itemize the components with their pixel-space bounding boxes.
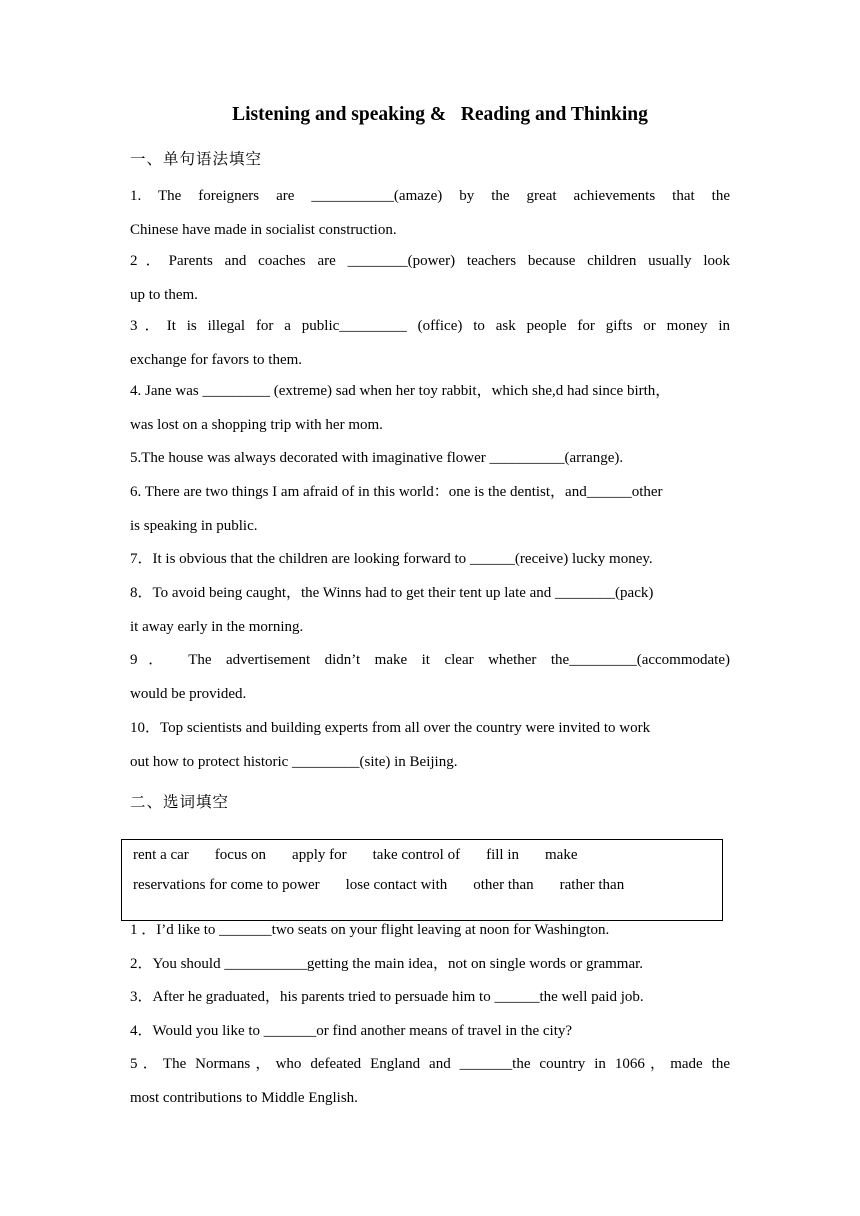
question-line: 9． The advertisement didn’t make it clear whether the_________(accommodate) [130, 652, 730, 668]
question-1 [130, 180, 730, 247]
question-line: would be provided. [130, 685, 247, 702]
word-bank-item: reservations for come to power [133, 877, 320, 893]
word-bank-row [133, 847, 604, 864]
question-line: was lost on a shopping trip with her mom. [130, 416, 383, 433]
word-bank-item: fill in [486, 847, 520, 863]
section-heading-word-choice: 二、选词填空 [130, 793, 230, 811]
word-bank-item: rather than [559, 877, 625, 893]
question-line: 8．To avoid being caught，the Winns had to get their tent up late and ________(pack) [130, 585, 654, 601]
word-bank-item: focus on [214, 847, 267, 863]
word-bank-item: other than [473, 877, 534, 893]
question-2 [130, 245, 730, 312]
section-heading-grammar: 一、单句语法填空 [130, 150, 263, 168]
question-line: is speaking in public. [130, 517, 258, 534]
word-bank-item: rent a car [133, 847, 189, 863]
word-bank-box [121, 839, 723, 921]
question-5 [130, 442, 730, 476]
question-line: 2．You should ___________getting the main idea，not on single words or grammar. [130, 956, 644, 972]
page-title: Listening and speaking & Reading and Thinking [232, 104, 648, 125]
question-line: 3．After he graduated，his parents tried to persuade him to ______the well paid job. [130, 989, 644, 1005]
question-3 [130, 310, 730, 377]
question-7 [130, 543, 730, 577]
word-bank-row [133, 877, 650, 894]
fill-question-1 [130, 914, 730, 948]
fill-question-3 [130, 981, 730, 1015]
question-line: it away early in the morning. [130, 618, 304, 635]
question-line: 10．Top scientists and building experts from all over the country were invited to work [130, 720, 651, 736]
question-4 [130, 375, 742, 442]
question-line: up to them. [130, 286, 198, 303]
question-line: 7．It is obvious that the children are looking forward to ______(receive) lucky money. [130, 551, 653, 567]
question-6 [130, 476, 730, 543]
question-line: 5.The house was always decorated with imaginative flower __________(arrange). [130, 450, 624, 466]
question-line: 3．It is illegal for a public_________ (office) to ask people for gifts or money in [130, 318, 730, 334]
fill-question-2 [130, 948, 730, 982]
question-line: exchange for favors to them. [130, 351, 303, 368]
fill-question-5 [130, 1048, 730, 1115]
word-bank-item: lose contact with [345, 877, 448, 893]
question-8 [130, 577, 730, 644]
question-line: 4．Would you like to _______or find another means of travel in the city? [130, 1023, 573, 1039]
question-line: 4. Jane was _________ (extreme) sad when her toy rabbit，which she,d had since birth， [130, 383, 671, 399]
question-line: 6. There are two things I am afraid of in this world：one is the dentist，and______other [130, 484, 663, 500]
word-bank-item: apply for [292, 847, 347, 863]
fill-question-4 [130, 1015, 730, 1049]
question-line: 2．Parents and coaches are ________(power) teachers because children usually look [130, 253, 730, 269]
word-bank-item: make [545, 847, 578, 863]
question-line: 5．The Normans，who defeated England and _______the country in 1066，made the [130, 1056, 730, 1072]
question-line: most contributions to Middle English. [130, 1089, 358, 1106]
question-line: 1 ．I’d like to _______two seats on your flight leaving at noon for Washington. [130, 922, 610, 938]
question-line: out how to protect historic _________(site) in Beijing. [130, 753, 458, 770]
question-line: Chinese have made in socialist construction. [130, 221, 397, 238]
question-9 [130, 644, 730, 711]
question-10 [130, 712, 730, 779]
word-bank-item: take control of [372, 847, 461, 863]
question-line: 1. The foreigners are ___________(amaze) by the great achievements that the [130, 188, 730, 204]
